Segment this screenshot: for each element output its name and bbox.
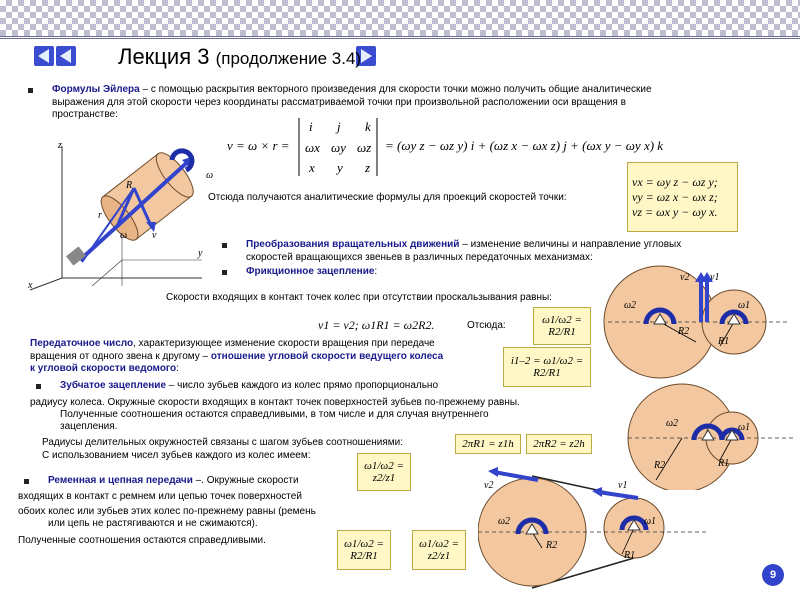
- label-z: z: [58, 140, 62, 151]
- svg-text:k: k: [365, 119, 371, 134]
- gear-text-5: Радиусы делительных окружностей связаны с шагом зубьев соотношениями:: [42, 437, 404, 448]
- equality-formula: v1 = v2; ω1R1 = ω2R2.: [318, 318, 435, 332]
- gear-text-2: радиусу колеса. Окружные скорости входящих в контакт точек поверхностей зубьев по-прежнему равны.: [30, 397, 520, 408]
- cross-product-formula: [225, 114, 685, 178]
- gear-box-2: 2πR2 = z2h: [526, 434, 592, 454]
- transform-heading: Преобразования вращательных движений: [246, 239, 460, 250]
- belt-drive-figure: [478, 466, 708, 594]
- svg-text:ωx: ωx: [305, 140, 320, 155]
- header-checker-pattern: [0, 0, 800, 36]
- gear-line-1: [60, 380, 438, 393]
- belt-line-1: [48, 475, 299, 488]
- gear-text-6: С использованием чисел зубьев каждого из колес имеем:: [42, 450, 311, 461]
- svg-text:ωz: ωz: [357, 140, 372, 155]
- bullet-icon: [222, 243, 227, 248]
- vz-formula: vz = ωx y − ωy x.: [632, 204, 718, 219]
- ig-omega2: ω2: [666, 418, 679, 429]
- rotating-body-figure: [22, 138, 222, 300]
- euler-text-3: пространстве:: [52, 109, 118, 120]
- arrow-left-icon: [34, 46, 54, 66]
- label-r: r: [98, 210, 102, 221]
- transform-paragraph: [246, 239, 746, 264]
- svg-text:j: j: [337, 119, 341, 134]
- ratio-heading: Передаточное число: [30, 338, 134, 349]
- svg-text:z: z: [365, 160, 371, 175]
- speeds-text: Скорости входящих в контакт точек колес при отсутствии проскальзывания равны:: [166, 292, 552, 303]
- ig-omega1: ω1: [738, 422, 751, 433]
- belt-heading: Ременная и цепная передачи: [48, 475, 193, 486]
- bd-v1: v1: [618, 480, 628, 491]
- bd-omega2: ω2: [498, 516, 511, 527]
- ratio-paragraph: [30, 338, 500, 376]
- belt-text-1: –. Окружные скорости: [192, 475, 299, 486]
- euler-text-2: выражения для этой скорости через координаты рассматриваемой точки при произвольной расположении оси вращения в: [52, 96, 626, 108]
- svg-text:i: i: [309, 119, 313, 134]
- fw-R1: R1: [718, 336, 730, 347]
- projections-note: Отсюда получаются аналитические формулы для проекций скоростей точки:: [208, 192, 567, 203]
- friction-line: [246, 266, 377, 279]
- gear-ratio-box: i1–2 = ω1/ω2 = R2/R1: [503, 347, 591, 387]
- arrow-left-icon: [56, 46, 76, 66]
- belt-text-4: или цепь не растягиваются и не сжимаются).: [48, 518, 258, 529]
- ratio-text-1: , характеризующее изменение скорости вращения при передаче: [133, 338, 435, 349]
- gear-box-3: ω1/ω2 = z2/z1: [357, 453, 411, 491]
- nav-prev-double-button[interactable]: [34, 46, 54, 66]
- title-suffix: (продолжение 3.4): [215, 49, 362, 68]
- ig-R2: R2: [654, 460, 666, 471]
- belt-box-1: ω1/ω2 = R2/R1: [337, 530, 391, 570]
- belt-text-2: входящих в контакт с ремнем или цепью точек поверхностей: [18, 491, 302, 502]
- gear-heading: Зубчатое зацепление: [60, 380, 167, 391]
- vx-formula: vx = ωy z − ωz y;: [632, 174, 718, 189]
- title-main: Лекция 3: [118, 44, 210, 69]
- label-omega-top: ω: [206, 170, 214, 181]
- svg-text:v = ω × r =: v = ω × r =: [227, 138, 290, 153]
- ratio-bold-def: отношение угловой скорости ведущего колеса: [210, 350, 444, 362]
- fw-omega1: ω1: [738, 300, 751, 311]
- gear-box-1: 2πR1 = z1h: [455, 434, 521, 454]
- transform-text-1: – изменение величины и направление угловых: [459, 239, 682, 250]
- svg-text:x: x: [309, 160, 315, 175]
- ratio-text-3-end: :: [176, 363, 179, 374]
- svg-text:= (ωy z − ωz y) i + (ωz x − ωx: = (ωy z − ωz y) i + (ωz x − ωx z) j + (ωx y − ωy x) k: [385, 138, 664, 153]
- bd-R2: R2: [546, 540, 558, 551]
- belt-box-2: ω1/ω2 = z2/z1: [412, 530, 466, 570]
- gear-text-1: – число зубьев каждого из колес прямо пропорционально: [166, 380, 439, 391]
- slide-title: [118, 44, 361, 70]
- header-line: [0, 36, 800, 37]
- euler-heading: Формулы Эйлера: [52, 84, 140, 95]
- ratio-box: ω1/ω2 = R2/R1: [533, 307, 591, 345]
- label-R: R: [126, 180, 133, 191]
- fw-R2: R2: [678, 326, 690, 337]
- fw-v2: v2: [680, 272, 690, 283]
- transform-text-2: скоростей вращающихся звеньев в различных передаточных механизмах:: [246, 251, 593, 263]
- bullet-icon: [24, 479, 29, 484]
- ratio-text-3: к угловой скорости ведомого: [30, 363, 177, 374]
- bullet-icon: [28, 88, 33, 93]
- bd-omega1: ω1: [644, 516, 657, 527]
- page-number-badge: 9: [762, 564, 784, 586]
- nav-prev-button[interactable]: [56, 46, 76, 66]
- belt-text-3: обоих колес или зубьев этих колес по-прежнему равны (ремень: [18, 506, 316, 517]
- belt-text-5: Полученные соотношения остаются справедливыми.: [18, 535, 266, 546]
- velocity-projections-box: [627, 162, 738, 232]
- label-y: y: [198, 248, 203, 259]
- ratio-text-2: вращения от одного звена к другому –: [30, 350, 211, 362]
- vy-formula: vy = ωz x − ωx z;: [632, 189, 718, 204]
- gear-text-3: Полученные соотношения остаются справедливыми, в том числе и для случая внутреннего: [60, 409, 489, 420]
- label-v: v: [152, 230, 157, 241]
- euler-text-1: – с помощью раскрытия векторного произведения для скорости точки можно получить общие аналитические: [139, 84, 652, 95]
- svg-text:ωy: ωy: [331, 140, 346, 155]
- ig-R1: R1: [718, 458, 730, 469]
- label-x: x: [28, 280, 33, 291]
- svg-text:y: y: [337, 160, 343, 175]
- bd-v2: v2: [484, 480, 494, 491]
- otsyuda-text: Отсюда:: [467, 320, 506, 331]
- header-line-2: [0, 38, 800, 39]
- fw-v1: v1: [710, 272, 720, 283]
- fw-omega2: ω2: [624, 300, 637, 311]
- friction-colon: :: [374, 266, 378, 277]
- bd-R1: R1: [624, 550, 636, 561]
- gear-text-4: зацепления.: [60, 421, 118, 432]
- friction-wheels-figure: [598, 264, 798, 384]
- bullet-icon: [36, 384, 41, 389]
- bullet-icon: [222, 270, 227, 275]
- label-omega: ω: [120, 230, 128, 241]
- friction-heading: Фрикционное зацепление: [246, 266, 375, 277]
